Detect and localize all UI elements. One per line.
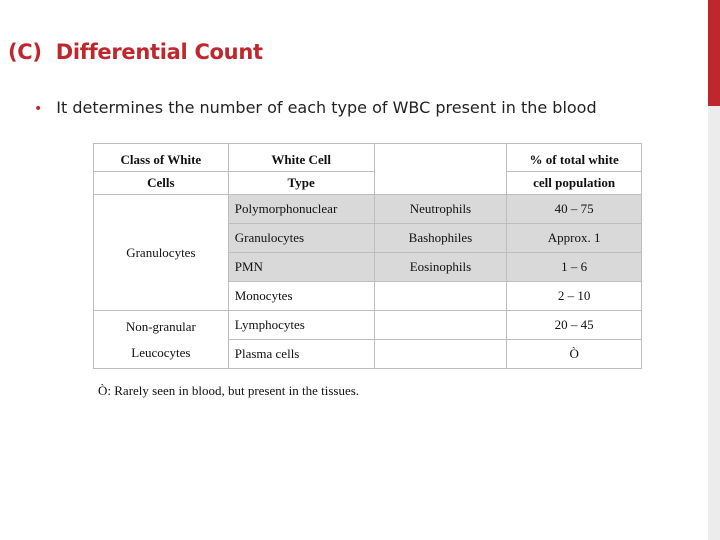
cell-type: Granulocytes bbox=[228, 224, 374, 253]
cell-subtype: Bashophiles bbox=[374, 224, 507, 253]
table-row bbox=[94, 311, 642, 340]
cell-type: Plasma cells bbox=[228, 340, 374, 369]
header-percent-line1: % of total white bbox=[507, 144, 642, 172]
table-header-row bbox=[94, 144, 642, 172]
cell-percent: 1 – 6 bbox=[507, 253, 642, 282]
bullet-icon: • bbox=[34, 101, 43, 117]
cell-percent: Approx. 1 bbox=[507, 224, 642, 253]
right-decorative-bar bbox=[708, 0, 720, 540]
header-class-line1: Class of White bbox=[94, 144, 229, 172]
wbc-table-container bbox=[93, 143, 642, 362]
class-nongranular-line1: Non-granular bbox=[125, 318, 196, 334]
header-type-line1: White Cell bbox=[228, 144, 374, 172]
cell-percent: 20 – 45 bbox=[507, 311, 642, 340]
header-class-line2: Cells bbox=[94, 172, 229, 195]
class-nongranular-line2: Leucocytes bbox=[131, 344, 191, 360]
cell-percent: Ò bbox=[507, 340, 642, 369]
bullet-item bbox=[34, 98, 597, 117]
class-granulocytes: Granulocytes bbox=[94, 195, 229, 311]
cell-type: Polymorphonuclear bbox=[228, 195, 374, 224]
cell-percent: 40 – 75 bbox=[507, 195, 642, 224]
wbc-table bbox=[93, 143, 642, 369]
bullet-text: It determines the number of each type of WBC present in the blood bbox=[56, 98, 597, 117]
cell-subtype: Neutrophils bbox=[374, 195, 507, 224]
header-percent-line2: cell population bbox=[507, 172, 642, 195]
slide-title: (C) Differential Count bbox=[8, 40, 263, 64]
table-row bbox=[94, 195, 642, 224]
cell-subtype: Eosinophils bbox=[374, 253, 507, 282]
cell-type: Lymphocytes bbox=[228, 311, 374, 340]
header-type-line2: Type bbox=[228, 172, 374, 195]
class-nongranular bbox=[94, 311, 229, 369]
cell-type: PMN bbox=[228, 253, 374, 282]
cell-percent: 2 – 10 bbox=[507, 282, 642, 311]
right-accent-bar bbox=[708, 0, 720, 106]
cell-subtype bbox=[374, 311, 507, 340]
cell-subtype bbox=[374, 282, 507, 311]
cell-subtype bbox=[374, 340, 507, 369]
cell-type: Monocytes bbox=[228, 282, 374, 311]
header-empty bbox=[374, 144, 507, 195]
table-footnote: Ò: Rarely seen in blood, but present in the tissues. bbox=[98, 383, 360, 398]
table-header-row bbox=[94, 172, 642, 195]
